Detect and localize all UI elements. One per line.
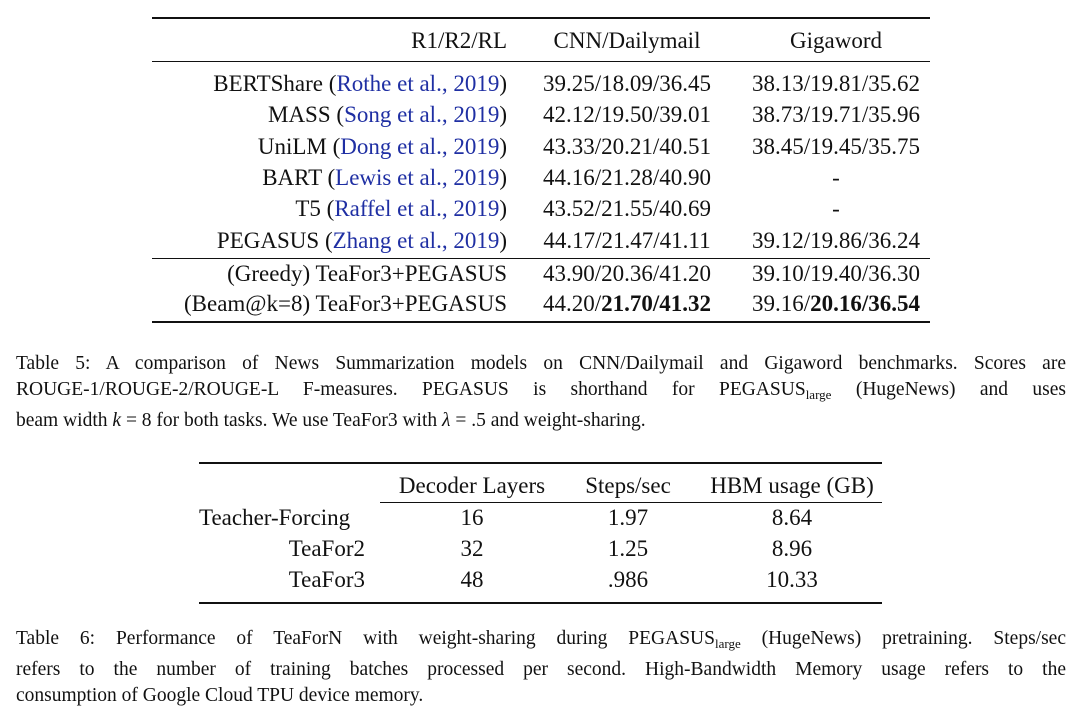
- table5-bottom-rule: [152, 321, 930, 323]
- table-cell-cnn: 43.52/21.55/40.69: [542, 196, 712, 221]
- table-row-model: UniLM (Dong et al., 2019): [257, 134, 507, 159]
- table-cell-cnn: 44.16/21.28/40.90: [542, 165, 712, 190]
- table-row-model: (Beam@k=8) TeaFor3+PEGASUS: [184, 291, 507, 316]
- table6-bottom-rule: [199, 602, 882, 604]
- table6-header-hbm: HBM usage (GB): [710, 473, 874, 498]
- table-row-model: BERTShare (Rothe et al., 2019): [213, 71, 507, 96]
- citation-link[interactable]: Rothe et al., 2019: [336, 71, 500, 96]
- best-score: 20.16/36.54: [810, 291, 921, 316]
- table5-mid-rule: [152, 258, 930, 259]
- table6-header-layers: Decoder Layers: [398, 473, 546, 498]
- table-cell-hbm: 10.33: [766, 567, 818, 592]
- table5-caption: Table 5: A comparison of News Summarization models on CNN/Dailymail and Gigaword benchmarks. Scores are ROUGE-1/ROUGE-2/ROUGE-L F-measures. PEGASUS is shorthand for $PEGASUS_{large}$ (HugeNews) and uses beam width k = 8 for both tasks. We use TeaFor3 with λ = .5 and weight-sharing.: [16, 353, 1066, 431]
- table-cell-layers: 48: [460, 567, 484, 592]
- table6-header-steps: Steps/sec: [585, 473, 671, 498]
- table-row-model: (Greedy) TeaFor3+PEGASUS: [227, 261, 507, 286]
- table5-top-rule: [152, 17, 930, 19]
- table5-header-rule: [152, 61, 930, 62]
- table-row-name: TeaFor2: [288, 536, 365, 561]
- table-cell-gigaword: -: [832, 196, 840, 221]
- table-cell-gigaword: 38.13/19.81/35.62: [751, 71, 921, 96]
- table-row-name: Teacher-Forcing: [199, 505, 351, 530]
- table-cell-hbm: 8.64: [771, 505, 813, 530]
- table-cell-hbm: 8.96: [771, 536, 813, 561]
- table-cell-cnn: 44.17/21.47/41.11: [543, 228, 711, 253]
- table-cell-gigaword: 39.16/20.16/36.54: [751, 291, 921, 316]
- table-row-model: MASS (Song et al., 2019): [268, 102, 507, 127]
- table-cell-layers: 32: [460, 536, 484, 561]
- table5-header-gigaword: Gigaword: [790, 28, 882, 53]
- table-cell-cnn: 44.20/21.70/41.32: [542, 291, 712, 316]
- best-score: 21.70/41.32: [601, 291, 712, 316]
- table-cell-cnn: 43.33/20.21/40.51: [542, 134, 712, 159]
- table-cell-steps: 1.25: [607, 536, 649, 561]
- table-row-model: BART (Lewis et al., 2019): [262, 165, 507, 190]
- table-cell-cnn: 43.90/20.36/41.20: [542, 261, 712, 286]
- table6-header-rule: [380, 502, 882, 503]
- table-row-model: PEGASUS (Zhang et al., 2019): [216, 228, 507, 253]
- table6-caption: Table 6: Performance of TeaForN with weight-sharing during $PEGASUS_{large}$ (HugeNews) pretraining. Steps/sec refers to the number of training batches processed per second. High-Bandwidth Memory usage refers to the consumption of Google Cloud TPU device memory.: [16, 628, 1066, 706]
- citation-link[interactable]: Song et al., 2019: [344, 102, 500, 127]
- table-cell-layers: 16: [460, 505, 484, 530]
- citation-link[interactable]: Zhang et al., 2019: [332, 228, 500, 253]
- table-row-model: T5 (Raffel et al., 2019): [295, 196, 507, 221]
- table-cell-gigaword: -: [832, 165, 840, 190]
- table-cell-steps: .986: [607, 567, 649, 592]
- citation-link[interactable]: Raffel et al., 2019: [334, 196, 500, 221]
- table-row-name: TeaFor3: [288, 567, 365, 592]
- table-cell-gigaword: 39.10/19.40/36.30: [751, 261, 921, 286]
- table-cell-cnn: 42.12/19.50/39.01: [542, 102, 712, 127]
- table-cell-gigaword: 38.73/19.71/35.96: [751, 102, 921, 127]
- citation-link[interactable]: Lewis et al., 2019: [335, 165, 500, 190]
- table-cell-steps: 1.97: [607, 505, 649, 530]
- table-cell-cnn: 39.25/18.09/36.45: [542, 71, 712, 96]
- table6-top-rule: [199, 462, 882, 464]
- table5-header-cnn: CNN/Dailymail: [553, 28, 701, 53]
- table5-header-metric: R1/R2/RL: [411, 28, 507, 53]
- table-cell-gigaword: 39.12/19.86/36.24: [751, 228, 921, 253]
- table-cell-gigaword: 38.45/19.45/35.75: [751, 134, 921, 159]
- citation-link[interactable]: Dong et al., 2019: [340, 134, 500, 159]
